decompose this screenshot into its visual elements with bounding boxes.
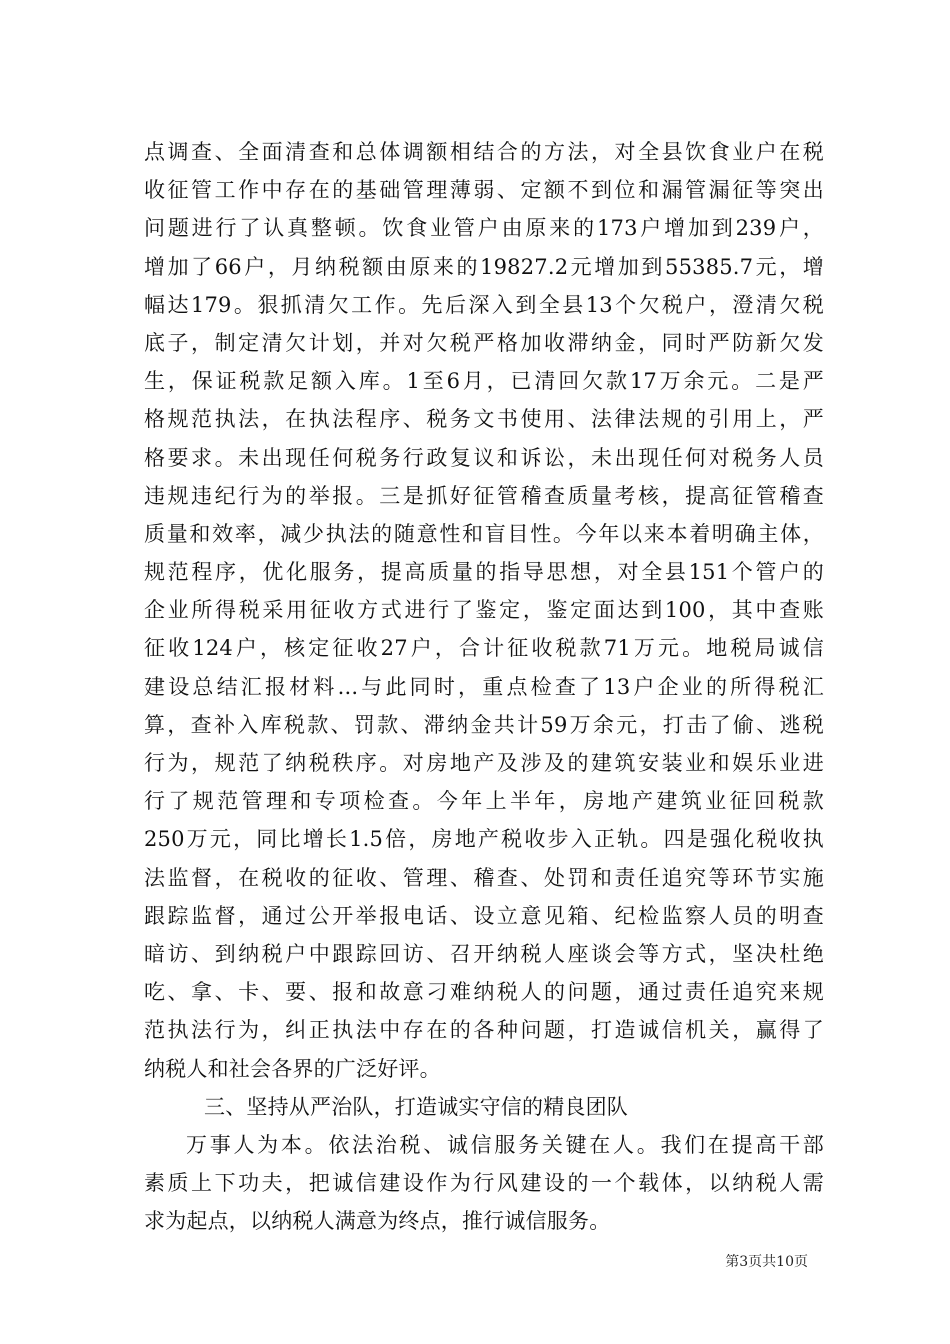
document-body [144, 133, 824, 1240]
text-line: 范执法行为，纠正执法中存在的各种问题，打造诚信机关，赢得了 [144, 1018, 824, 1043]
text-line: 征收124户，核定征收27户，合计征收税款71万元。地税局诚信 [144, 636, 824, 661]
text-line: 吃、拿、卡、要、报和故意刁难纳税人的问题，通过责任追究来规 [144, 980, 824, 1005]
text-line: 行了规范管理和专项检查。今年上半年，房地产建筑业征回税款 [144, 789, 824, 814]
text-line: 算，查补入库税款、罚款、滞纳金共计59万余元，打击了偷、逃税 [144, 712, 824, 737]
text-line: 生，保证税款足额入库。1至6月，已清回欠款17万余元。二是严 [144, 369, 824, 394]
section-heading: 三、坚持从严治队，打造诚实守信的精良团队 [204, 1094, 628, 1119]
text-line: 素质上下功夫，把诚信建设作为行风建设的一个载体，以纳税人需 [144, 1171, 824, 1196]
text-line: 企业所得税采用征收方式进行了鉴定，鉴定面达到100，其中查账 [144, 598, 824, 623]
text-line: 求为起点，以纳税人满意为终点，推行诚信服务。 [144, 1209, 611, 1234]
page-number: 第3页共10页 [725, 1254, 808, 1270]
text-line: 收征管工作中存在的基础管理薄弱、定额不到位和漏管漏征等突出 [144, 178, 824, 203]
text-line: 行为，规范了纳税秩序。对房地产及涉及的建筑安装业和娱乐业进 [144, 751, 824, 775]
text-line: 暗访、到纳税户中跟踪回访、召开纳税人座谈会等方式，坚决杜绝 [144, 941, 824, 966]
text-line: 规范程序，优化服务，提高质量的指导思想，对全县151个管户的 [144, 560, 824, 585]
text-line: 建设总结汇报材料...与此同时，重点检查了13户企业的所得税汇 [144, 674, 824, 699]
text-line: 格要求。未出现任何税务行政复议和诉讼，未出现任何对税务人员 [144, 445, 824, 470]
text-line: 底子，制定清欠计划，并对欠税严格加收滞纳金，同时严防新欠发 [144, 330, 824, 355]
text-line: 质量和效率，减少执法的随意性和盲目性。今年以来本着明确主体， [144, 521, 824, 546]
text-line: 250万元，同比增长1.5倍，房地产税收步入正轨。四是强化税收执 [144, 827, 824, 852]
text-line: 问题进行了认真整顿。饮食业管户由原来的173户增加到239户， [144, 216, 824, 241]
text-line: 增加了66户，月纳税额由原来的19827.2元增加到55385.7元，增 [144, 254, 824, 279]
text-line: 点调查、全面清查和总体调额相结合的方法，对全县饮食业户在税 [144, 140, 824, 164]
text-line: 法监督，在税收的征收、管理、稽查、处罚和责任追究等环节实施 [144, 865, 824, 890]
text-line: 跟踪监督，通过公开举报电话、设立意见箱、纪检监察人员的明查 [144, 903, 824, 928]
text-line: 万事人为本。依法治税、诚信服务关键在人。我们在提高干部 [186, 1132, 824, 1157]
text-line: 违规违纪行为的举报。三是抓好征管稽查质量考核，提高征管稽查 [144, 483, 824, 508]
text-line: 格规范执法，在执法程序、税务文书使用、法律法规的引用上，严 [144, 407, 824, 432]
text-line: 幅达179。狠抓清欠工作。先后深入到全县13个欠税户，澄清欠税 [144, 292, 824, 317]
text-line: 纳税人和社会各界的广泛好评。 [144, 1056, 441, 1081]
